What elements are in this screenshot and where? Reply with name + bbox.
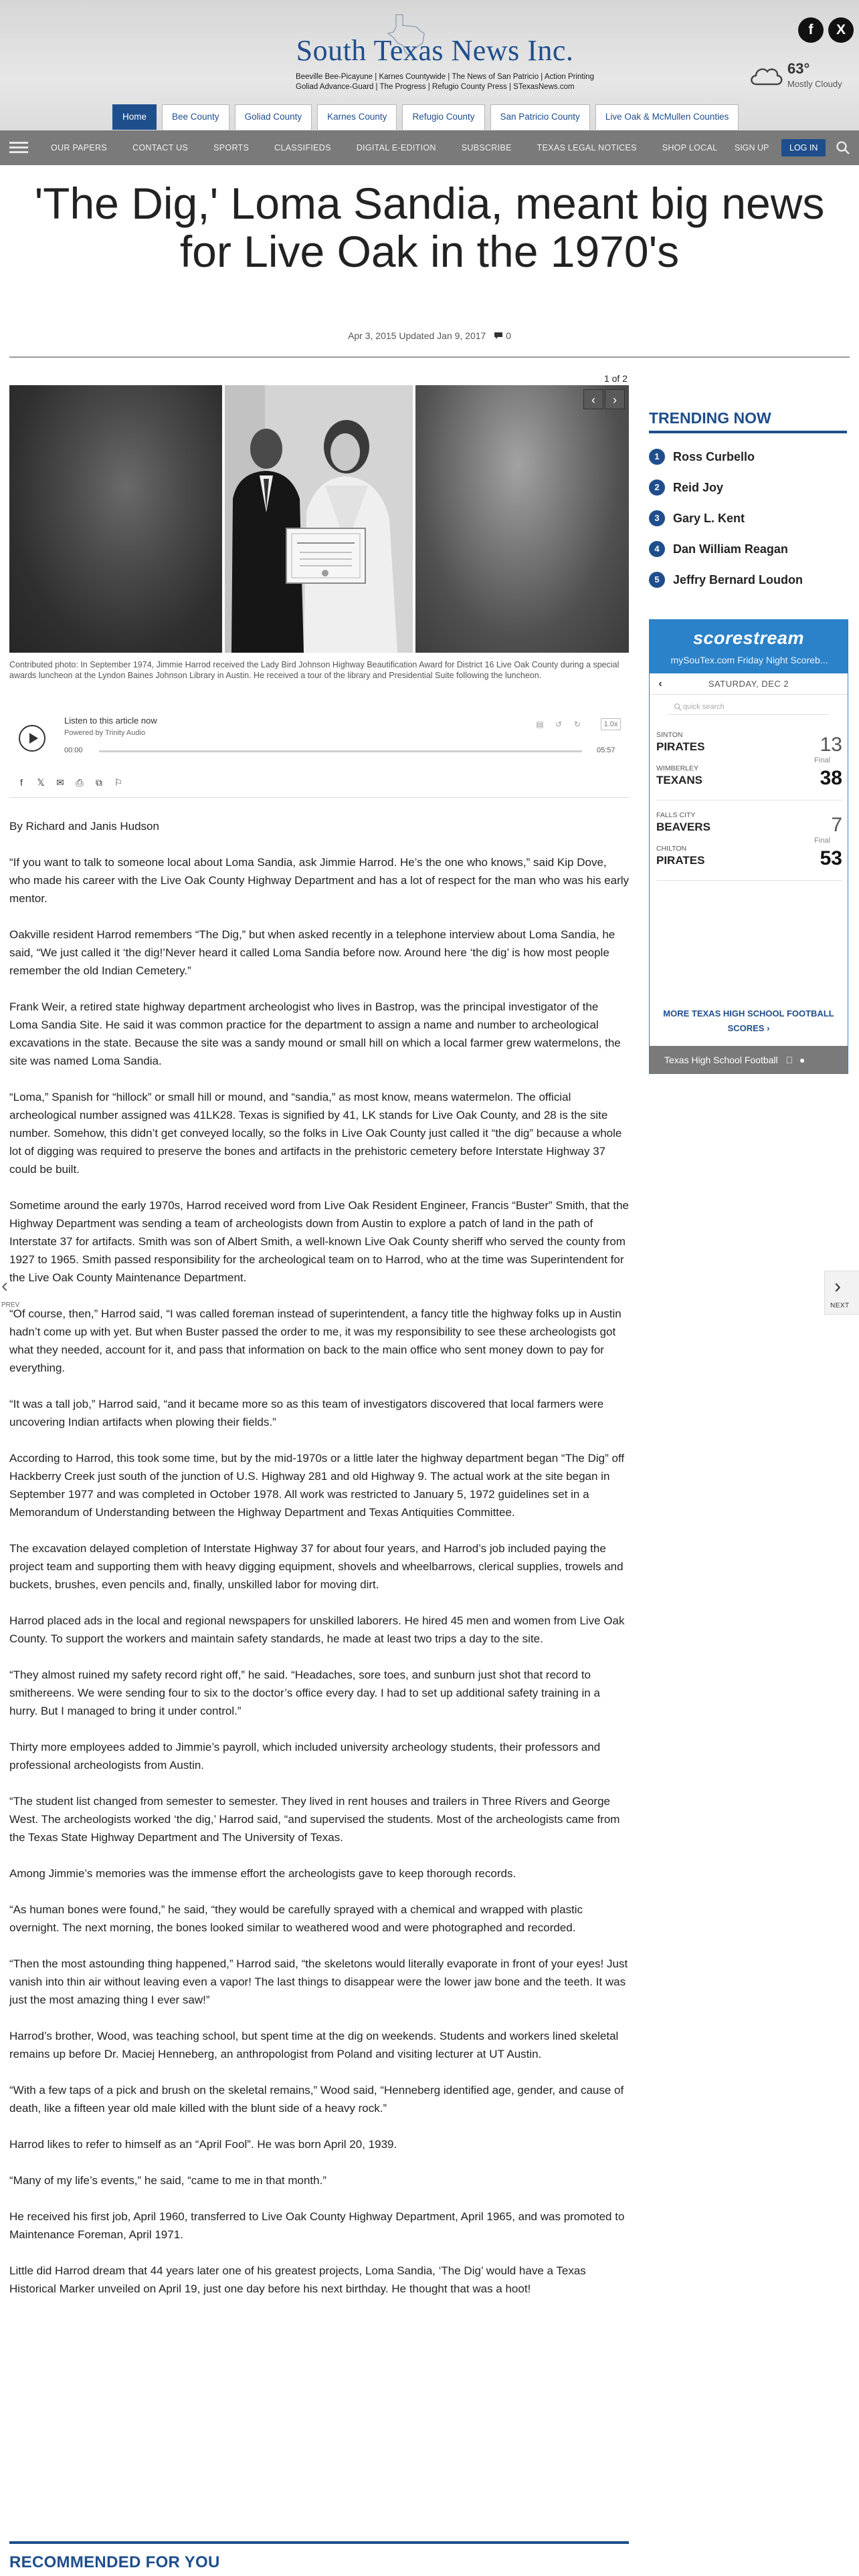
next-article-button[interactable] bbox=[824, 1271, 859, 1315]
trending-item[interactable] bbox=[649, 564, 847, 595]
audio-settings-icon[interactable]: ▤ bbox=[536, 720, 544, 729]
nav-shop-local[interactable]: SHOP LOCAL bbox=[662, 143, 718, 152]
x-twitter-icon[interactable]: X bbox=[828, 17, 854, 43]
nav-contact-us[interactable]: CONTACT US bbox=[132, 143, 189, 152]
paper-tab-refugio-county[interactable]: Refugio County bbox=[402, 104, 484, 130]
play-icon[interactable] bbox=[19, 725, 45, 752]
article-byline: By Richard and Janis Hudson bbox=[9, 820, 159, 833]
nav-items bbox=[51, 130, 743, 165]
team-city: SINTON bbox=[656, 731, 683, 739]
scorestream-search-input[interactable]: quick search bbox=[668, 699, 829, 715]
article-paragraph: Harrod’s brother, Wood, was teaching school, but spent time at the dig on weekends. Students and workers lined skeletal remains up before Dr. Maciej Henneberg, an anthropologist from Poland and visiting lecturer at UT Austin. bbox=[9, 2030, 619, 2060]
nav-texas-legal-notices[interactable]: TEXAS LEGAL NOTICES bbox=[537, 143, 637, 152]
trending-link[interactable]: Ross Curbello bbox=[673, 449, 755, 463]
scorestream-footer-label: Texas High School Football bbox=[664, 1055, 778, 1065]
rewind-icon[interactable]: ↺ bbox=[555, 720, 563, 729]
trending-item[interactable] bbox=[649, 534, 847, 564]
article-paragraph: “They almost ruined my safety record right off,” he said. “Headaches, sore toes, and sunburn just shot that record to smithereens. We were sending four to six to the doctor’s office every day. I had to set up additional safety training in a hurry. But I managed to bring it under control.” bbox=[9, 1669, 600, 1717]
trending-item[interactable] bbox=[649, 441, 847, 472]
chevron-left-icon[interactable]: ‹ bbox=[658, 678, 662, 689]
article-paragraph: “Many of my life’s events,” he said, “came to me in that month.” bbox=[9, 2174, 326, 2187]
print-icon[interactable]: ⎙ bbox=[76, 777, 84, 788]
article-paragraph: Little did Harrod dream that 44 years later one of his greatest projects, Loma Sandia, ‘The Dig’ would have a Texas Historical Marker unveiled on April 19, just one day before his next birthday. He thought that was a hoot! bbox=[9, 2264, 586, 2295]
team-name: PIRATES bbox=[656, 740, 705, 753]
comment-count: 0 bbox=[506, 330, 511, 341]
scorestream-logo: scorestream bbox=[692, 628, 805, 648]
trending-link[interactable]: Reid Joy bbox=[673, 480, 724, 494]
game-status: Final bbox=[814, 756, 830, 764]
main-nav bbox=[0, 130, 859, 165]
nav-digital-e-edition[interactable]: DIGITAL E-EDITION bbox=[356, 143, 436, 152]
article-paragraph: “If you want to talk to someone local about Loma Sandia, ask Jimmie Harrod. He’s the one who knows,” said Kip Dove, who made his career with the Live Oak County Highway Department and has a lot of respect for the man who was his early mentor. bbox=[9, 856, 630, 905]
audio-title: Listen to this article now bbox=[64, 716, 157, 726]
copy-link-icon[interactable]: ⧉ bbox=[96, 777, 102, 788]
article-paragraph: “As human bones were found,” he said, “they would be carefully sprayed with a chemical and wrapped with plastic overnight. The next morning, the bones looked similar to weathered wood and were photographed and recorded. bbox=[9, 1903, 583, 1934]
next-label: NEXT bbox=[830, 1302, 850, 1309]
previous-label: PREV bbox=[1, 1301, 20, 1309]
sign-up-button[interactable]: SIGN UP bbox=[735, 143, 769, 152]
weather-description: Mostly Cloudy bbox=[787, 79, 842, 89]
team-city: WIMBERLEY bbox=[656, 764, 699, 772]
bookmark-icon[interactable]: ⚐ bbox=[114, 777, 123, 788]
logo-paper-line: Beeville Bee-Picayune | Karnes Countywide | The News of San Patricio | Action Printing bbox=[296, 73, 594, 81]
paper-tab-home[interactable]: Home bbox=[112, 104, 157, 130]
audio-progress-bar[interactable] bbox=[99, 750, 582, 752]
article-paragraph: “It was a tall job,” Harrod said, “and it became more so as this team of investigators discovered that local farmers were uncovering Indian artifacts when plowing their fields.” bbox=[9, 1398, 604, 1428]
divider bbox=[9, 356, 850, 358]
weather-temperature: 63° bbox=[787, 60, 810, 77]
logo-paper-list bbox=[294, 72, 594, 92]
trending-link[interactable]: Gary L. Kent bbox=[673, 511, 745, 525]
logo-paper-line: Goliad Advance-Guard | The Progress | Refugio County Press | STexasNews.com bbox=[296, 83, 575, 91]
article-paragraph: Harrod likes to refer to himself as an “April Fool”. He was born April 20, 1939. bbox=[9, 2138, 397, 2151]
article-paragraph: Among Jimmie’s memories was the immense effort the archeologists gave to keep thorough records. bbox=[9, 1867, 516, 1880]
scorestream-game[interactable] bbox=[656, 809, 842, 881]
scorestream-date-row bbox=[650, 673, 848, 695]
site-header bbox=[0, 0, 859, 130]
log-in-button[interactable]: LOG IN bbox=[781, 139, 826, 156]
team-score: 53 bbox=[820, 847, 842, 869]
team-name: TEXANS bbox=[656, 774, 702, 786]
trending-item[interactable] bbox=[649, 472, 847, 503]
divider bbox=[649, 431, 847, 433]
trending-title: TRENDING NOW bbox=[649, 409, 771, 427]
comment-icon bbox=[494, 332, 503, 340]
previous-article-button[interactable] bbox=[0, 1271, 23, 1315]
scorestream-footer[interactable] bbox=[650, 1046, 848, 1074]
apple-icon bbox=[786, 1055, 793, 1065]
article-paragraph: “The student list changed from semester to semester. They lived in rent houses and trailers in Three Rivers and George West. The archeologists worked ‘the dig,’ Harrod said, “and supervised the students. Most of the archeologists came from the Texas State Highway Department and The University of Texas. bbox=[9, 1795, 620, 1844]
article-body bbox=[9, 817, 629, 2316]
trending-rank: 4 bbox=[649, 541, 665, 557]
trending-item[interactable] bbox=[649, 503, 847, 534]
article-paragraph: Thirty more employees added to Jimmie’s payroll, which included university archeology students, their professors and professional archeologists from Austin. bbox=[9, 1741, 601, 1772]
audio-current-time: 00:00 bbox=[64, 746, 83, 754]
recommended-heading: RECOMMENDED FOR YOU bbox=[9, 2553, 220, 2571]
article-paragraph: Oakville resident Harrod remembers “The Dig,” but when asked recently in a telephone interview about Loma Sandia, he said, “We just called it ‘the dig!’Never heard it called Loma Sandia before now. Around here ‘the dig’ is how most people remember the old Indian Cemetery.” bbox=[9, 928, 615, 977]
team-score: 7 bbox=[831, 814, 842, 836]
paper-tab-live-oak-mcmullen[interactable]: Live Oak & McMullen Counties bbox=[595, 104, 739, 130]
scorestream-widget bbox=[649, 619, 848, 1074]
email-share-icon[interactable]: ✉ bbox=[56, 777, 64, 788]
nav-classifieds[interactable]: CLASSIFIEDS bbox=[274, 143, 331, 152]
photo-caption: Contributed photo: In September 1974, Jimmie Harrod received the Lady Bird Johnson Highway Beautification Award for District 16 Live Oak County during a special awards luncheon at the Lyndon Baines Johnson Library in Austin. He received a tour of the library and Presidential Suite following the luncheon. bbox=[9, 660, 619, 680]
chevron-right-icon: › bbox=[834, 1275, 841, 1297]
android-icon: ● bbox=[789, 1055, 796, 1065]
article-dateline bbox=[0, 330, 859, 341]
divider bbox=[9, 797, 629, 798]
article-paragraph: Harrod placed ads in the local and regional newspapers for unskilled laborers. He hired 45 men and women from Live Oak County. To support the workers and maintain safety standards, he made at least two trips a day to the site. bbox=[9, 1614, 625, 1645]
search-icon bbox=[674, 703, 682, 711]
team-score: 13 bbox=[820, 734, 842, 756]
divider bbox=[9, 2541, 629, 2544]
article-paragraph: The excavation delayed completion of Interstate Highway 37 for about four years, and Harrod’s job included paying the project team and supporting them with heavy digging equipment, shovels and wheelbarrows, clerical supplies, trowels and buckets, brushes, even pencils and, finally, unskilled labor for moving dirt. bbox=[9, 1542, 624, 1591]
team-city: FALLS CITY bbox=[656, 811, 696, 819]
x-share-icon[interactable]: 𝕏 bbox=[37, 777, 45, 788]
trending-rank: 1 bbox=[649, 449, 665, 465]
trending-rank: 5 bbox=[649, 572, 665, 588]
article-paragraph: “Then the most astounding thing happened,” Harrod said, “the skeletons would literally evaporate in front of your eyes! Just vanish into thin air without leaving even a vapor! The last things to disappear were the lower jaw bone and the teeth. It was just the most amazing thing I ever saw!” bbox=[9, 1957, 628, 2006]
playback-speed-button[interactable]: 1.0x bbox=[601, 718, 621, 730]
team-city: CHILTON bbox=[656, 845, 687, 853]
search-icon[interactable] bbox=[835, 140, 851, 156]
weather-widget[interactable] bbox=[747, 58, 859, 98]
comments-link[interactable] bbox=[494, 330, 511, 341]
facebook-share-icon[interactable]: f bbox=[20, 777, 23, 788]
photo-preview-next[interactable] bbox=[415, 385, 629, 653]
article-paragraph: “Of course, then,” Harrod said, “I was called foreman instead of superintendent, a fancy title the highway folks up in Austin hadn’t come up with yet. But when Buster passed the order to me, it was my responsibility to see these archeologists got what they needed, account for it, and pass that information on back to the main office who sent money down to pay for everything. bbox=[9, 1307, 622, 1374]
article-paragraph: “With a few taps of a pick and brush on the skeletal remains,” Wood said, “Henneberg identified age, gender, and cause of death, like a fifteen year old male killed with the blunt side of a heavy rock.” bbox=[9, 2084, 624, 2115]
article-paragraph: Sometime around the early 1970s, Harrod received word from Live Oak Resident Engineer, Francis “Buster” Smith, that the Highway Department was sending a team of archeologists down from Austin to explore a patch of land in the path of Interstate 37 for artifacts. Smith was son of Albert Smith, a well-known Live Oak County sheriff who served the county from 1927 to 1965. Smith passed responsibility for the archeological team on to Harrod, who at the time was Superintendent for the Live Oak County Maintenance Department. bbox=[9, 1199, 629, 1284]
scorestream-header[interactable] bbox=[650, 620, 848, 673]
menu-icon[interactable] bbox=[9, 142, 28, 154]
carousel-prev-button[interactable]: ‹ bbox=[583, 389, 603, 409]
article-paragraph: “Loma,” Spanish for “hillock” or small hill or mound, and “sandia,” as most know, means watermelon. The official archeological number assigned was 41LK28. Texas is signified by 41, LK stands for Live Oak County, and 28 is the site number. Somehow, this didn’t get conveyed locally, so the folks in Live Oak County just called it “the dig” because a whole lot of digging was required to preserve the bones and artifacts in the prehistoric cemetery before Interstate Highway 37 could be built. bbox=[9, 1091, 622, 1176]
team-name: BEAVERS bbox=[656, 821, 710, 833]
trending-link[interactable]: Dan William Reagan bbox=[673, 542, 788, 556]
facebook-icon[interactable]: f bbox=[798, 17, 824, 43]
audio-powered-by[interactable]: Powered by Trinity Audio bbox=[64, 729, 146, 737]
paper-tabs bbox=[112, 104, 744, 130]
chevron-left-icon: ‹ bbox=[1, 1275, 8, 1297]
article-paragraph: According to Harrod, this took some time, but by the mid-1970s or a little later the highway department began “The Dig” off Hackberry Creek just south of the junction of U.S. Highway 281 and old Highway 9. The actual work at the site began in September 1977 and was completed in October 1978. All work was restricted to January 5, 1972 guidelines set in a Memorandum of Understanding between the Highway Department and Texas Antiquities Committee. bbox=[9, 1452, 625, 1519]
audio-player bbox=[9, 712, 629, 765]
article-paragraph: Frank Weir, a retired state highway department archeologist who lives in Bastrop, was the principal investigator of the Loma Sandia Site. He said it was common practice for the department to assign a name and number to archeological excavations in the state. Because the site was a sandy mound or small hill on which a local farmer grew watermelons, the site was named Loma Sandia. bbox=[9, 1000, 621, 1067]
more-scores-link[interactable]: MORE TEXAS HIGH SCHOOL FOOTBALL SCORES › bbox=[663, 1008, 834, 1033]
photo-counter: 1 of 2 bbox=[603, 373, 628, 384]
logo-title: South Texas News Inc. bbox=[296, 34, 574, 67]
paper-tab-goliad-county[interactable]: Goliad County bbox=[235, 104, 312, 130]
share-tools bbox=[16, 777, 132, 793]
game-status: Final bbox=[814, 837, 830, 845]
team-name: PIRATES bbox=[656, 854, 705, 867]
forward-icon[interactable]: ↻ bbox=[573, 720, 581, 729]
paper-tab-karnes-county[interactable]: Karnes County bbox=[317, 104, 397, 130]
team-score: 38 bbox=[820, 767, 842, 789]
cloud-icon bbox=[747, 62, 785, 88]
trending-link[interactable]: Jeffry Bernard Loudon bbox=[673, 572, 803, 586]
trending-rank: 2 bbox=[649, 479, 665, 496]
nav-subscribe[interactable]: SUBSCRIBE bbox=[461, 143, 512, 152]
photo-preview-previous[interactable] bbox=[9, 385, 222, 653]
trending-list bbox=[649, 441, 847, 595]
photo-carousel[interactable] bbox=[9, 385, 629, 653]
audio-duration: 05:57 bbox=[597, 746, 615, 754]
paper-tab-bee-county[interactable]: Bee County bbox=[162, 104, 229, 130]
article-headline: 'The Dig,' Loma Sandia, meant big news for Live Oak in the 1970's bbox=[34, 179, 825, 276]
article-photo[interactable] bbox=[225, 385, 413, 653]
paper-tab-san-patricio-county[interactable]: San Patricio County bbox=[490, 104, 590, 130]
carousel-next-button[interactable]: › bbox=[605, 389, 625, 409]
scorestream-game[interactable] bbox=[656, 728, 842, 800]
site-logo[interactable] bbox=[294, 15, 594, 91]
trending-rank: 3 bbox=[649, 510, 665, 526]
nav-sports[interactable]: SPORTS bbox=[213, 143, 250, 152]
article-paragraph: He received his first job, April 1960, transferred to Live Oak County Highway Department, April 1965, and was promoted to Maintenance Foreman, April 1971. bbox=[9, 2210, 625, 2241]
article-date: Apr 3, 2015 Updated Jan 9, 2017 bbox=[348, 330, 486, 341]
scorestream-subtitle: mySouTex.com Friday Night Scoreb... bbox=[670, 655, 828, 665]
nav-our-papers[interactable]: OUR PAPERS bbox=[51, 143, 108, 152]
scorestream-date: SATURDAY, DEC 2 bbox=[708, 679, 789, 689]
